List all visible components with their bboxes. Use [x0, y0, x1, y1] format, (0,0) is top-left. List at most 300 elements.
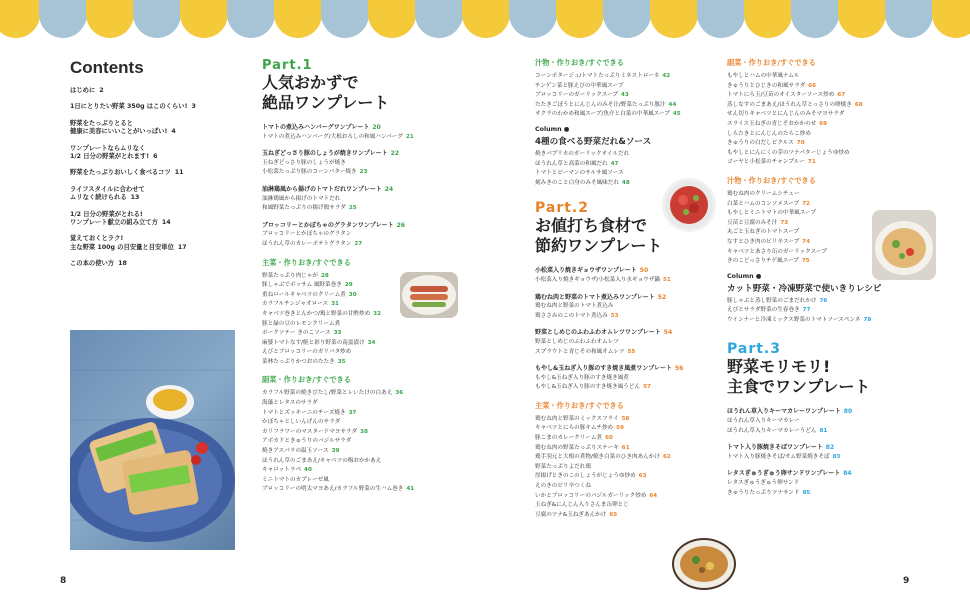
recipe-entry[interactable]: [262, 476, 452, 486]
recipe-entry-title: もやし&玉ねぎ入り豚のすき焼き風煮: [535, 374, 629, 381]
recipe-entry-title: カラフル野菜の焼きびたし/野菜とレいたけの白あえ: [262, 390, 393, 397]
plate-group-heading-text: 玉ねぎどっさり豚のしょうが焼きワンプレート: [262, 150, 388, 158]
recipe-entry-title: スプラウトと青じその和風オムレツ: [535, 348, 625, 355]
part1-main-dish-category: 主菜・作りおき/すぐできる: [262, 257, 351, 267]
recipe-entry-title: もやし&玉ねぎ入り豚のすき焼き風うどん: [535, 384, 641, 391]
plate-group-heading-page: 80: [843, 408, 853, 416]
plate-group-heading[interactable]: [262, 221, 452, 231]
recipe-entry-title: えびとサラダ野菜の生春巻き: [727, 307, 800, 314]
recipe-entry-title: ゴーヤと小松菜のチャンプルー: [727, 159, 805, 166]
awning-scallop: [133, 0, 181, 38]
recipe-entry-title: 玉ねぎどっさり豚のしょうが焼き: [262, 159, 346, 166]
part1-plate-groups: [262, 123, 452, 250]
part1-title-line2: 絶品ワンプレート: [262, 93, 390, 112]
recipe-entry-page: 48: [621, 179, 630, 186]
contents-column: [70, 58, 250, 277]
recipe-entry[interactable]: [535, 110, 735, 120]
recipe-entry-title: オクラのわかめ和風スープ/魚介と白菜の中華風スープ: [535, 111, 670, 118]
recipe-entry[interactable]: [262, 320, 452, 330]
plate-group-heading[interactable]: [262, 123, 452, 133]
recipe-entry-page: 27: [354, 240, 363, 247]
awning-scallop: [650, 0, 698, 38]
recipe-entry-title: きゅうりたっぷりツナサンド: [727, 489, 800, 496]
recipe-entry-page: 83: [832, 453, 841, 460]
recipe-entry-title: せん切りキャベツとにんじんのみそマヨサラダ: [727, 111, 845, 118]
contents-item-page: 2: [99, 87, 104, 94]
recipe-entry[interactable]: [262, 204, 452, 214]
part2-column: [535, 58, 735, 520]
recipe-entry-page: 69: [819, 120, 828, 127]
plate-group-heading[interactable]: [727, 407, 927, 417]
recipe-entry[interactable]: [727, 190, 927, 200]
contents-title: Contents: [70, 58, 144, 77]
recipe-entry-title: 小松菜入り焼きギョウザ/小松菜入り水ギョウザ鍋: [535, 276, 660, 283]
recipe-entry-title: 豆苗と豆腐のみそ汁: [727, 219, 778, 226]
recipe-entry[interactable]: [535, 424, 735, 434]
plate-group-heading-text: ほうれん草入りキーマカレーワンプレート: [727, 408, 841, 416]
recipe-entry[interactable]: [262, 457, 452, 467]
recipe-entry[interactable]: [262, 168, 452, 178]
contents-item-page: 11: [174, 169, 184, 177]
contents-item-text: ワンプレート献立の組み立て方: [70, 219, 158, 227]
plate-group-heading-page: 84: [843, 470, 852, 478]
plate-group: [727, 469, 927, 498]
plate-group: [535, 293, 735, 322]
column2-list: [727, 297, 927, 326]
recipe-entry-page: 29: [344, 282, 353, 289]
recipe-entry[interactable]: [535, 348, 735, 358]
recipe-entry[interactable]: [535, 91, 735, 101]
recipe-entry-page: 55: [627, 348, 636, 355]
recipe-entry-page: 59: [616, 425, 624, 432]
plate-group-heading-page: 56: [675, 365, 684, 373]
plate-group-heading-text: 野菜としめじのふわふわオムレツワンプレート: [535, 329, 661, 337]
recipe-entry[interactable]: [262, 399, 452, 409]
contents-item[interactable]: [70, 120, 250, 137]
recipe-entry[interactable]: [535, 302, 735, 312]
contents-item[interactable]: [70, 87, 250, 95]
part2-title-line1: お値打ち食材で: [535, 216, 648, 236]
awning-scallop: [932, 0, 970, 38]
contents-item-page: 17: [177, 243, 187, 251]
recipe-entry[interactable]: [262, 195, 452, 205]
recipe-entry-title: きのこどっさりチゲ風スープ: [727, 258, 799, 265]
recipe-entry-title: 刻みきのこと白身のみそ風味だれ: [535, 179, 619, 186]
plate-group-heading-text: ブロッコリーとかぼちゃのグラタンワンプレート: [262, 221, 394, 229]
recipe-entry-title: 鶏むね肉のクリームシチュー: [727, 190, 800, 197]
contents-item-text: 1/2 日分の野菜がとれる!: [70, 210, 143, 218]
recipe-entry[interactable]: [535, 444, 735, 454]
recipe-entry[interactable]: [262, 348, 452, 358]
recipe-entry[interactable]: [727, 479, 927, 489]
recipe-entry-title: いかとブロッコリーのバジルガーリック炒め: [535, 492, 647, 499]
awning-scallop: [321, 0, 369, 38]
recipe-entry-title: 和風野菜たっぷりの揚げ鶏サラダ: [262, 205, 346, 212]
contents-item[interactable]: [70, 169, 250, 177]
plate-group-heading[interactable]: [262, 185, 452, 195]
recipe-entry-page: 72: [802, 200, 810, 207]
recipe-entry-title: アボカドときゅうりのバジルサラダ: [262, 438, 352, 445]
contents-item[interactable]: [70, 211, 250, 228]
recipe-entry[interactable]: [727, 101, 927, 111]
recipe-entry-title: キャロットラペ: [262, 467, 302, 474]
recipe-entry[interactable]: [262, 329, 452, 339]
recipe-entry-title: たたきごぼうとにんじんのみそ汁/野菜たっぷり豚汁: [535, 101, 666, 108]
recipe-entry[interactable]: [727, 453, 927, 463]
pasta-dish-photo: [872, 210, 936, 280]
recipe-entry[interactable]: [535, 150, 735, 160]
contents-item-page: 3: [191, 103, 196, 111]
recipe-entry[interactable]: [535, 374, 735, 384]
part1-label: Part.1: [262, 58, 313, 73]
recipe-entry-page: 25: [348, 205, 357, 212]
recipe-entry-title: ほうれん草のカレーポテトグラタン: [262, 240, 352, 247]
recipe-entry[interactable]: [535, 101, 735, 111]
contents-item-page: 14: [161, 219, 171, 227]
recipe-entry-page: 30: [348, 291, 357, 298]
awning-scallop: [509, 0, 557, 38]
column1-tag: Column ●: [535, 125, 570, 133]
recipe-entry-page: 67: [837, 92, 846, 99]
plate-group: [535, 266, 735, 285]
contents-item-text: 主な野菜 100g の目安量と目安単位: [70, 243, 174, 251]
recipe-entry-page: 57: [643, 384, 651, 391]
part3-plate-groups: [727, 407, 927, 498]
recipe-entry-page: 68: [854, 101, 863, 108]
recipe-entry-title: チンゲン菜と豚えびの中華風スープ: [535, 82, 624, 89]
part2-main-dish-list: [535, 415, 735, 521]
recipe-entry-page: 36: [395, 390, 404, 397]
plate-group-heading[interactable]: [535, 266, 735, 276]
recipe-entry-page: 28: [320, 272, 329, 279]
recipe-entry-page: 78: [863, 316, 872, 323]
recipe-entry-title: 油淋鶏風から揚げのトマトだれ: [262, 195, 341, 202]
contents-item-text: ワンプレートならムリなく: [70, 144, 146, 152]
recipe-entry[interactable]: [727, 120, 927, 130]
recipe-entry-title: ウインナーと冷凍ミックス野菜のトマトソースペンネ: [727, 316, 861, 323]
awning-scallop: [885, 0, 933, 38]
column2-tag: Column ●: [727, 272, 762, 280]
part1-side-dish-list: [262, 389, 452, 495]
recipe-entry-page: 77: [802, 307, 811, 314]
recipe-entry[interactable]: [262, 339, 452, 349]
plate-group-heading[interactable]: [727, 469, 927, 479]
recipe-entry-title: 豚こまのカレークリーム煮: [535, 435, 603, 442]
recipe-entry-title: もやしとハムの中華風ナムル: [727, 73, 800, 79]
recipe-entry-title: ブロッコリーのガーリックスープ: [535, 92, 618, 99]
plate-group-heading[interactable]: [535, 293, 735, 303]
recipe-entry[interactable]: [727, 149, 927, 159]
part2-side-dish-list: [727, 72, 927, 168]
recipe-entry[interactable]: [262, 159, 452, 169]
recipe-entry-title: 豚と緑の豆のレモンクリーム煮: [262, 320, 341, 327]
recipe-entry[interactable]: [535, 415, 735, 425]
recipe-entry-page: 39: [331, 448, 340, 455]
recipe-entry-title: 野菜たっぷり肉じゃが: [262, 272, 318, 279]
recipe-entry[interactable]: [535, 463, 735, 473]
recipe-entry-page: 32: [373, 310, 381, 317]
contents-item-text: はじめに: [70, 87, 96, 94]
recipe-entry[interactable]: [727, 82, 927, 92]
recipe-entry-title: 丸ごと玉ねぎのトマトスープ: [727, 229, 800, 236]
recipe-entry[interactable]: [535, 511, 735, 521]
recipe-entry-title: カラフルチンジャオロース: [262, 301, 329, 308]
recipe-entry-title: 海藻とレタスのサラダ: [262, 400, 318, 407]
recipe-entry[interactable]: [262, 418, 452, 428]
recipe-entry-page: 62: [662, 454, 671, 461]
recipe-entry-page: 21: [405, 133, 414, 140]
awning-scallop: [368, 0, 416, 38]
recipe-entry-page: 76: [819, 297, 828, 304]
scalloped-awning-decoration: [0, 0, 970, 40]
part3-label: Part.3: [727, 341, 781, 358]
recipe-entry-page: 63: [638, 473, 647, 480]
part2-title-line2: 節約ワンプレート: [535, 236, 663, 256]
awning-scallop: [180, 0, 228, 38]
recipe-entry[interactable]: [727, 297, 927, 307]
awning-scallop: [39, 0, 87, 38]
recipe-entry-title: ほうれん草入りキーマカレーうどん: [727, 427, 817, 434]
recipe-entry-page: 51: [662, 276, 671, 283]
recipe-entry-title: カリフラワーのマスタードマヨサラダ: [262, 428, 358, 435]
recipe-entry-page: 47: [610, 160, 619, 167]
recipe-entry-title: ほうれん草入りキーマカレー: [727, 418, 800, 425]
recipe-entry-title: 厚揚げときのこのしょうがじょうゆ炒め: [535, 473, 636, 480]
stir-fry-dish-photo: [672, 538, 736, 590]
recipe-entry[interactable]: [535, 276, 735, 286]
recipe-entry[interactable]: [535, 472, 735, 482]
part1-side-dish-category: 副菜・作りおき/すぐできる: [262, 375, 351, 385]
awning-scallop: [227, 0, 275, 38]
recipe-entry[interactable]: [727, 200, 927, 210]
awning-scallop: [462, 0, 510, 38]
recipe-entry[interactable]: [262, 437, 452, 447]
recipe-entry-title: 小松菜たっぷり豚のコーンバター焼き: [262, 169, 357, 176]
awning-scallop: [0, 0, 40, 38]
contents-item[interactable]: [70, 260, 250, 268]
recipe-entry[interactable]: [535, 482, 735, 492]
recipe-entry[interactable]: [262, 447, 452, 457]
part2-side-dish-category: 副菜・作りおき/すぐできる: [727, 58, 816, 67]
recipe-entry-title: 麻婆トマトなす/鮭と彩り野菜の南蛮漬け: [262, 339, 365, 346]
awning-scallop: [86, 0, 134, 38]
recipe-entry-title: 野菜たっぷりよだれ鶏: [535, 463, 591, 470]
contents-item[interactable]: [70, 103, 250, 111]
recipe-entry[interactable]: [262, 409, 452, 419]
plate-group-heading-text: レタスぎゅうぎゅう卵サンドワンプレート: [727, 470, 841, 478]
recipe-entry[interactable]: [262, 428, 452, 438]
part3-title-line2: 主食でワンプレート: [727, 377, 871, 397]
contents-item-text: ライフスタイルに合わせて: [70, 185, 145, 193]
recipe-entry-title: 鶏むね肉の野菜たっぷりステーキ: [535, 444, 619, 451]
recipe-entry-page: 70: [796, 140, 805, 147]
recipe-entry[interactable]: [727, 72, 927, 82]
recipe-entry-title: 焼きパプリカのガーリックオイルだれ: [535, 150, 630, 157]
contents-list: [70, 87, 250, 269]
plate-group-heading-page: 54: [663, 329, 673, 337]
recipe-entry-title: トマトの煮込みハンバーグ/大根おろしの和風ハンバーグ: [262, 133, 403, 140]
recipe-entry[interactable]: [535, 434, 735, 444]
recipe-entry-title: ブロッコリーの明太マヨあえ/カラフル野菜の生ハム巻き: [262, 486, 404, 493]
recipe-entry-title: 鶏むね肉と野菜のトマト煮込み: [535, 303, 614, 310]
awning-scallop: [556, 0, 604, 38]
recipe-entry-title: トマトにら玉/豆苗のオイスターソース炒め: [727, 92, 835, 99]
plate-group-heading[interactable]: [262, 149, 452, 159]
contents-item[interactable]: [70, 235, 250, 252]
recipe-entry[interactable]: [727, 158, 927, 168]
plate-group-heading-text: 鶏むね肉と野菜のトマト煮込みワンプレート: [535, 293, 655, 301]
recipe-entry[interactable]: [535, 383, 735, 393]
recipe-entry[interactable]: [262, 240, 452, 250]
awning-scallop: [744, 0, 792, 38]
recipe-entry-page: 38: [360, 428, 368, 435]
plate-group: [262, 221, 452, 250]
recipe-entry-title: キャベツ巻きとんかつ/鶏と野菜の甘酢炒め: [262, 310, 371, 317]
plate-group-heading-page: 24: [384, 185, 394, 193]
plate-group: [727, 407, 927, 436]
recipe-entry-title: きゅうりの白だしピクルス: [727, 140, 794, 147]
recipe-entry-title: かぼちゃとしいんげんのサラダ: [262, 419, 341, 426]
part2-label: Part.2: [535, 200, 589, 217]
recipe-entry-page: 34: [367, 339, 376, 346]
recipe-entry[interactable]: [535, 501, 735, 511]
recipe-entry-title: 菜林たっぷりかつおのたたき: [262, 358, 335, 365]
recipe-entry[interactable]: [535, 82, 735, 92]
recipe-entry[interactable]: [727, 91, 927, 101]
recipe-entry-page: 65: [609, 511, 618, 518]
recipe-entry-title: ほうれん草と高菜の和風だれ: [535, 160, 608, 167]
plate-group-heading-page: 52: [657, 293, 667, 301]
recipe-entry[interactable]: [262, 230, 452, 240]
recipe-entry[interactable]: [727, 316, 927, 326]
recipe-entry[interactable]: [262, 485, 452, 495]
column1-title: 4種の食べる野菜だれ&ソース: [535, 136, 652, 147]
recipe-entry[interactable]: [535, 160, 735, 170]
contents-item[interactable]: [70, 186, 250, 203]
plate-group: [535, 364, 735, 393]
recipe-entry-page: 81: [819, 427, 828, 434]
plate-group-heading[interactable]: [535, 364, 735, 374]
recipe-entry-page: 41: [406, 486, 415, 493]
recipe-entry[interactable]: [727, 306, 927, 316]
recipe-entry-page: 23: [359, 169, 368, 176]
contents-item-page: 4: [171, 128, 176, 136]
recipe-entry-title: スライス玉ねぎの青じそおかかのせ: [727, 120, 817, 127]
recipe-entry-page: 37: [348, 409, 357, 416]
contents-item-text: 野菜をたっぷりおいしく食べるコツ: [70, 169, 171, 177]
column2-title: カット野菜・冷凍野菜で使いきりレシピ: [727, 283, 882, 294]
plate-group: [727, 443, 927, 462]
contents-item-text: 野菜をたっぷりとると: [70, 119, 133, 127]
recipe-entry[interactable]: [262, 389, 452, 399]
tuna-bowl-photo: [662, 178, 716, 232]
recipe-entry-page: 66: [808, 82, 817, 89]
recipe-entry[interactable]: [727, 417, 927, 427]
recipe-entry-page: 45: [672, 111, 681, 118]
recipe-entry-title: コーンポタージュ/トマトたっぷりミネストローネ: [535, 73, 660, 79]
page-number-right: 9: [903, 576, 910, 586]
recipe-entry-title: 重ねロールキャベツのクリーム煮: [262, 291, 346, 298]
recipe-entry-title: トマトとズッキーニのチーズ焼き: [262, 409, 346, 416]
recipe-entry[interactable]: [535, 338, 735, 348]
plate-group-heading-text: トマト入り豚焼きそばワンプレート: [727, 444, 823, 452]
plate-group: [262, 149, 452, 178]
recipe-entry-title: ほうれん草のごまあえ/キャベツの梅おかかあえ: [262, 457, 382, 464]
contents-item-text: 覚えておくとラク!: [70, 235, 124, 243]
recipe-entry-title: 白菜とハムのコンソメスープ: [727, 200, 800, 207]
recipe-entry-page: 71: [807, 159, 816, 166]
recipe-entry-title: ブロッコリーとかぼちゃのグラタン: [262, 231, 352, 238]
recipe-entry-page: 40: [304, 467, 312, 474]
recipe-entry[interactable]: [727, 130, 927, 140]
recipe-entry[interactable]: [727, 110, 927, 120]
page-number-left: 8: [60, 576, 67, 586]
recipe-entry-page: 64: [649, 492, 658, 499]
contents-item-text: 健康に美容にいいことがいっぱい!: [70, 128, 168, 136]
recipe-entry-page: 85: [802, 489, 811, 496]
recipe-entry[interactable]: [535, 312, 735, 322]
awning-scallop: [274, 0, 322, 38]
recipe-entry-page: 33: [333, 330, 342, 337]
contents-item-text: 1日にとりたい野菜 350g はこのくらい!: [70, 103, 188, 111]
recipe-entry[interactable]: [262, 133, 452, 143]
recipe-entry-title: キャベツとあさり缶のガーリックスープ: [727, 248, 827, 255]
part1-soup-list: [535, 72, 735, 120]
plate-group-heading[interactable]: [535, 328, 735, 338]
plate-group-heading-page: 82: [825, 444, 835, 452]
contents-item-page: 18: [118, 260, 127, 268]
contents-item-text: この本の使い方: [70, 260, 115, 268]
part3-title-line1: 野菜モリモリ!: [727, 357, 831, 377]
contents-item-text: 1/2 日分の野菜がとれます!: [70, 153, 150, 161]
recipe-entry-page: 42: [662, 73, 671, 79]
recipe-entry[interactable]: [535, 453, 735, 463]
recipe-entry-page: 44: [668, 101, 677, 108]
recipe-entry-title: 豚しゃぶと蒸し野菜のごまだれかけ: [727, 297, 817, 304]
recipe-entry-title: ポークソテー きのこソース: [262, 330, 331, 337]
plate-group-heading-page: 20: [372, 124, 381, 131]
recipe-entry[interactable]: [262, 358, 452, 368]
recipe-entry-page: 31: [331, 301, 339, 308]
plate-group-heading-text: もやし&玉ねぎ入り豚のすき焼き風煮ワンプレート: [535, 365, 672, 373]
awning-scallop: [791, 0, 839, 38]
recipe-entry[interactable]: [535, 492, 735, 502]
recipe-entry-title: レタスぎゅうぎゅう卵サンド: [727, 480, 800, 487]
recipe-entry-page: 58: [621, 415, 630, 422]
plate-group-heading[interactable]: [727, 443, 927, 453]
recipe-entry[interactable]: [727, 489, 927, 499]
recipe-entry-title: 蒸しなすのごまあえ/ほうれん草とっさりの卵焼き: [727, 101, 852, 108]
recipe-entry-title: トマト入り豚焼きそば/オム野菜焼きそば: [727, 453, 830, 460]
recipe-entry-title: えのきのピリ辛つくね: [535, 483, 591, 490]
skewer-dish-photo: [400, 272, 458, 318]
plate-group-heading-page: 26: [396, 221, 405, 229]
contents-item-page: 13: [130, 194, 140, 202]
recipe-entry-title: 玉ねぎ&にんじん入りさんま缶卵とじ: [535, 502, 629, 509]
contents-item[interactable]: [70, 145, 250, 162]
recipe-entry[interactable]: [727, 139, 927, 149]
part3-column: [727, 58, 927, 505]
recipe-entry-title: 野菜としめじのふわふわオムレツ: [535, 338, 619, 345]
plate-group-heading-text: トマトの煮込みハンバーグワンプレート: [262, 124, 370, 131]
recipe-entry[interactable]: [535, 72, 735, 82]
part2-plate-groups: [535, 266, 735, 393]
contents-item-text: ムリなく続けられる: [70, 194, 127, 202]
plate-group-heading-text: 小松菜入り焼きギョウザワンプレート: [535, 267, 637, 275]
plate-group: [262, 123, 452, 142]
recipe-entry[interactable]: [727, 427, 927, 437]
recipe-entry[interactable]: [262, 466, 452, 476]
